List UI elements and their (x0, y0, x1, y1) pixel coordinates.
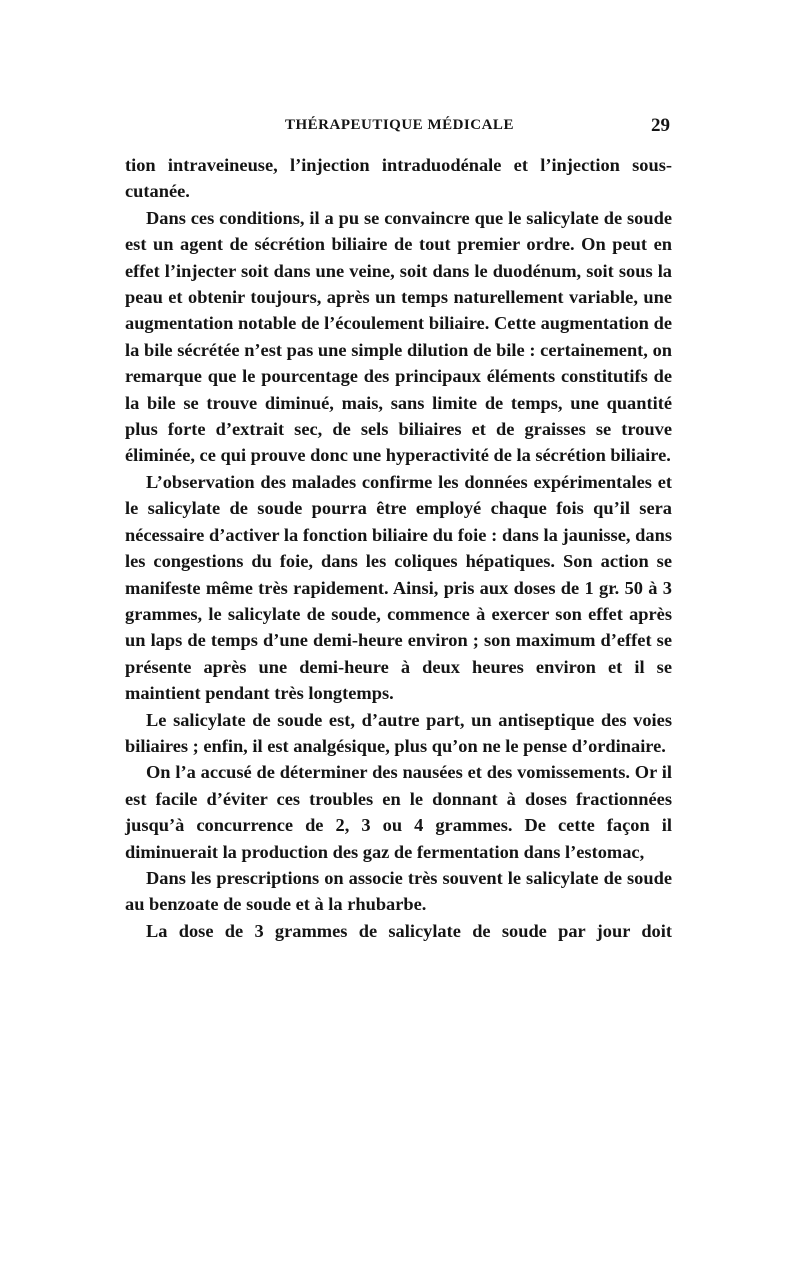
body-text (125, 152, 672, 944)
paragraph-continuation: tion intraveineuse, l’injection intraduodénale et l’injection sous-cutanée. (125, 155, 672, 202)
paragraph-antiseptic: Le salicylate de soude est, d’autre part, un antiseptique des voies biliaires ; enfin, il est analgésique, plus qu’on ne le pense d’ordinaire. (125, 709, 672, 756)
paragraph-salicylate-secretion: Dans ces conditions, il a pu se convaincre que le salicylate de soude est un agent de sécrétion biliaire de tout premier ordre. On peut en effet l’injecter soit dans une veine, soit dans le duodénum, soit sous la peau et obtenir toujours, après un temps naturellement variable, une augmentation notable de l’écoulement biliaire. Cette augmentation de la bile sécrétée n’est pas une simple dilution de bile : certainement, on remarque que le pourcentage des principaux éléments constitutifs de la bile se trouve diminué, mais, sans limite de temps, une quantité plus forte d’extrait sec, de sels biliaires et de graisses se trouve éliminée, ce qui prouve donc une hyperactivité de la sécrétion biliaire. (125, 207, 672, 466)
paragraph-dose: La dose de 3 grammes de salicylate de soude par jour doit (146, 920, 672, 941)
paragraph-prescriptions: Dans les prescriptions on associe très souvent le salicylate de soude au benzoate de soude et à la rhubarbe. (125, 867, 672, 915)
page-header (125, 117, 670, 143)
running-title: THÉRAPEUTIQUE MÉDICALE (285, 117, 514, 133)
page-number: 29 (651, 115, 670, 136)
paragraph-side-effects: On l’a accusé de déterminer des nausées et des vomissements. Or il est facile d’éviter ces troubles en le donnant à doses fractionnées jusqu’à concurrence de 2, 3 ou 4 grammes. De cette façon il diminuerait la production des gaz de fermentation dans l’estomac, (125, 762, 672, 862)
paragraph-clinical-observation: L’observation des malades confirme les données expérimentales et le salicylate de soude pourra être employé chaque fois qu’il sera nécessaire d’activer la fonction biliaire du foie : dans la jaunisse, dans les congestions du foie, dans les coliques hépatiques. Son action se manifeste même très rapidement. Ainsi, pris aux doses de 1 gr. 50 à 3 grammes, le salicylate de soude, commence à exercer son effet après un laps de temps d’une demi-heure environ ; son maximum d’effet se présente après une demi-heure à deux heures environ et il se maintient pendant très longtemps. (125, 471, 672, 704)
